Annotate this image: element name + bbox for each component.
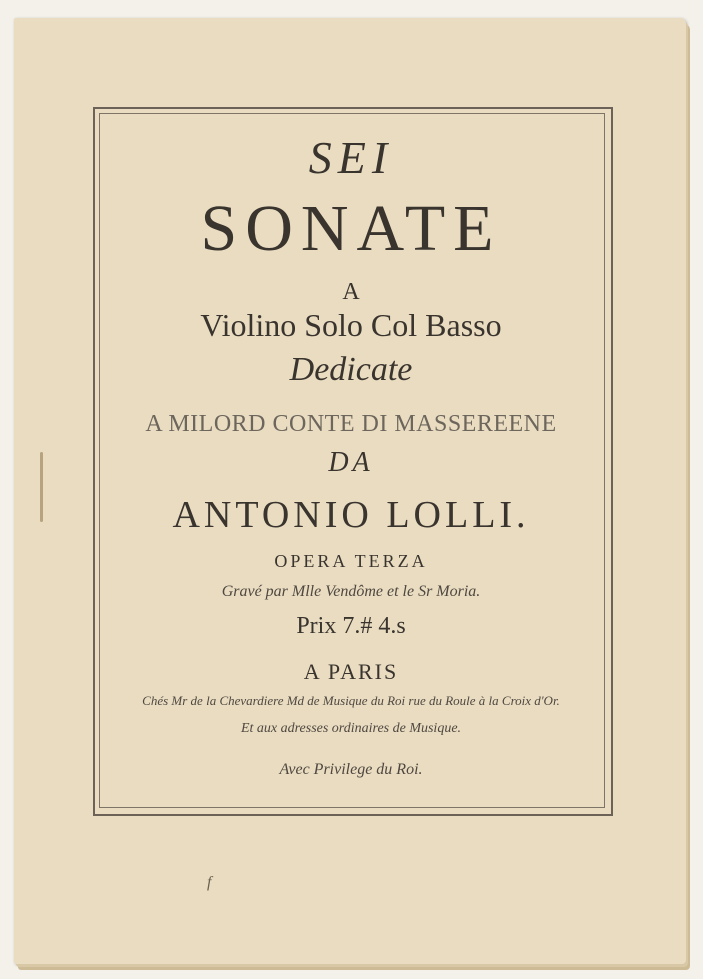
- publisher-line: Chés Mr de la Chevardiere Md de Musique du Roi rue du Roule à la Croix d'Or.: [142, 693, 560, 708]
- city-line: A PARIS: [303, 659, 399, 684]
- instrumentation-line: Violino Solo Col Basso: [200, 307, 502, 343]
- title-a: A: [342, 279, 360, 305]
- price-line: Prix 7.# 4.s: [296, 613, 406, 639]
- dedicate-line: Dedicate: [289, 351, 413, 388]
- title-sei: SEI: [308, 132, 394, 183]
- da-line: DA: [328, 447, 374, 478]
- composer-name: ANTONIO LOLLI.: [172, 494, 530, 536]
- privilege-line: Avec Privilege du Roi.: [279, 761, 423, 778]
- engraver-line: Gravé par Mlle Vendôme et le Sr Moria.: [221, 583, 481, 600]
- title-sonate: SONATE: [200, 192, 502, 265]
- title-content: [99, 113, 603, 806]
- binding-stitch: [40, 452, 43, 522]
- addresses-line: Et aux adresses ordinaires de Musique.: [240, 721, 462, 736]
- dedicatee-line: A MILORD CONTE DI MASSEREENE: [145, 411, 557, 437]
- opus-line: OPERA TERZA: [274, 551, 428, 571]
- margin-mark: f: [207, 874, 212, 891]
